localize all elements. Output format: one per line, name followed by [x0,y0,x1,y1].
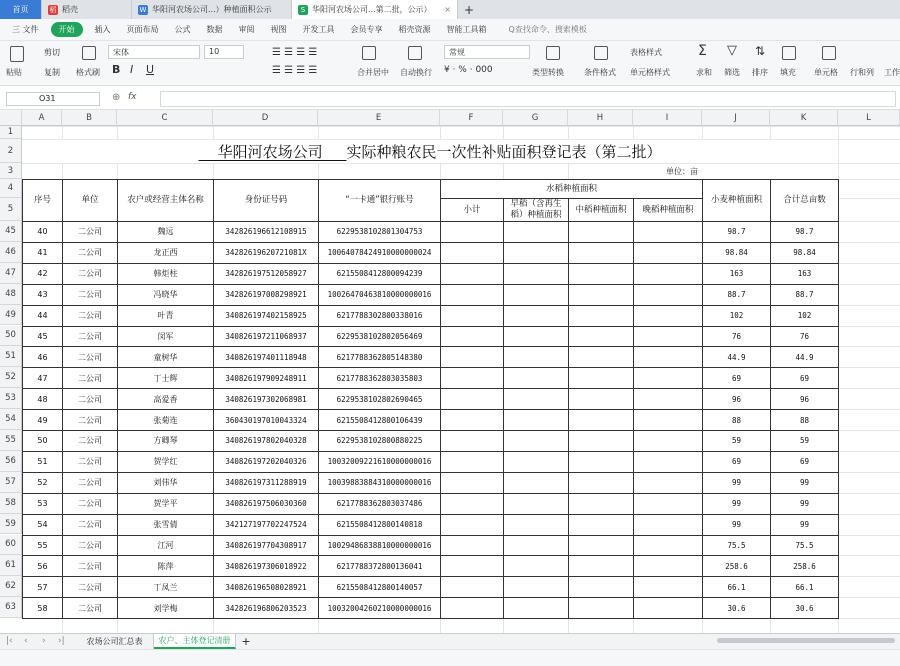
cell-seq[interactable]: 48 [37,394,48,404]
cell-seq[interactable]: 52 [37,478,48,488]
menu-4[interactable]: 数据 [206,25,223,34]
conditional-format-icon[interactable] [594,46,608,60]
border-v [503,198,504,618]
add-sheet-button[interactable]: + [241,635,251,648]
cell-name[interactable]: 高爱香 [153,394,178,404]
column-header-B[interactable]: B [62,110,117,126]
merge-icon[interactable] [362,46,376,60]
cell-bank-account[interactable]: 6217788372800136041 [336,561,423,571]
cell-bank-account[interactable]: 10026470463810000000016 [327,290,432,300]
unit-label: 单位：亩 [666,166,698,176]
cell-unit[interactable]: 二公司 [78,582,102,592]
menu-bar [0,19,900,41]
border-h [22,618,839,619]
name-box[interactable]: O31 [6,92,100,106]
sheet-nav-3[interactable]: ›| [58,636,65,646]
row-header-60[interactable]: 60 [0,535,22,556]
menu-6[interactable]: 视图 [270,25,287,34]
row-header-61[interactable]: 61 [0,555,22,576]
cell-seq[interactable]: 40 [37,227,48,237]
column-header-H[interactable]: H [568,110,633,126]
cell-unit[interactable]: 二公司 [78,603,102,613]
row-header-63[interactable]: 63 [0,597,22,618]
cell-bank-account[interactable]: 6229538102802690465 [336,394,423,404]
number-format-select[interactable]: 常规 [444,45,530,59]
spreadsheet-grid[interactable] [0,110,900,633]
cell-wheat-area[interactable]: 30.6 [727,603,746,613]
status-bar [0,649,900,666]
underline-button[interactable]: U [146,63,155,76]
row-header-48[interactable]: 48 [0,284,22,305]
cell-seq[interactable]: 55 [37,540,48,550]
tab-label: 华阳河农场公司...第二批，公示） [312,5,432,14]
row-header-45[interactable]: 45 [0,221,22,242]
cell-unit[interactable]: 二公司 [78,415,102,425]
cell-wheat-area[interactable]: 258.6 [725,561,748,571]
cell-name[interactable]: 叶青 [157,311,174,321]
column-header-F[interactable]: F [440,110,503,126]
menu-2[interactable]: 页面布局 [126,25,159,34]
row-header-59[interactable]: 59 [0,514,22,535]
filter-icon[interactable]: ▽ [727,43,737,58]
row-col-button[interactable]: 行和列 [850,68,874,77]
cell-bank-account[interactable]: 6217788362803035803 [336,373,423,383]
cell-wheat-area[interactable]: 76 [731,331,742,341]
cell-unit[interactable]: 二公司 [78,457,102,467]
new-tab-button[interactable]: + [464,2,475,17]
doc-icon: W [139,5,147,14]
cell-unit[interactable]: 二公司 [78,290,102,300]
cell-id-number[interactable]: 340826197802040328 [225,436,307,446]
menu-0[interactable]: 开始 [51,22,83,37]
menu-8[interactable]: 会员专享 [350,25,383,34]
docer-icon: 稻 [49,5,57,14]
cell-unit[interactable]: 二公司 [78,311,102,321]
cell-name[interactable]: 刘伟华 [153,478,178,488]
cell-bank-account[interactable]: 6215508412800094239 [336,269,423,279]
paste-button[interactable]: 粘贴 [6,68,22,77]
header-id-number: 身份证号码 [244,195,288,205]
cell-name[interactable]: 冯晓华 [153,290,178,300]
cell-total-area[interactable]: 99 [799,499,810,509]
cell-wheat-area[interactable]: 66.1 [727,582,746,592]
cell-name[interactable]: 方卿琴 [153,436,178,446]
align-buttons-2[interactable]: ☰ ☰ ☰ ☰ [272,65,318,76]
sum-icon[interactable]: Σ [698,43,707,59]
cell-unit[interactable]: 二公司 [78,352,102,362]
tab-bar [0,0,900,19]
formula-input[interactable] [160,91,896,107]
font-size-select[interactable]: 10 [204,45,244,59]
cell-name[interactable]: 韩炬柱 [153,269,178,279]
cells-button[interactable]: 单元格 [814,68,838,77]
cell-total-area[interactable]: 66.1 [795,582,814,592]
cell-seq[interactable]: 56 [37,561,48,571]
cut-button[interactable]: 剪切 [44,48,60,57]
sum-button[interactable]: 求和 [696,68,712,77]
cell-wheat-area[interactable]: 163 [729,269,744,279]
cell-id-number[interactable]: 342826197512058927 [225,269,307,279]
row-header-57[interactable]: 57 [0,472,22,493]
cell-bank-account[interactable]: 6217788302800338016 [336,311,423,321]
row-header-53[interactable]: 53 [0,388,22,409]
number-symbols[interactable]: ¥ · % · 000 [444,65,493,75]
cell-id-number[interactable]: 340826197506030360 [225,499,307,509]
browser-tab-docer[interactable] [42,0,132,19]
type-convert-icon[interactable] [546,46,560,60]
cell-wheat-area[interactable]: 96 [731,394,742,404]
column-header-L[interactable]: L [838,110,900,126]
wrap-text-button[interactable]: 自动换行 [400,68,432,77]
sheet-nav-0[interactable]: |‹ [6,636,13,646]
cell-style-button[interactable]: 单元格样式 [630,68,670,77]
cell-unit[interactable]: 二公司 [78,248,102,258]
title-text: 实际种粮农民一次性补贴面积登记表（第二批） [346,142,662,161]
cell-wheat-area[interactable]: 44.9 [727,352,746,362]
cell-wheat-area[interactable]: 59 [731,436,742,446]
merge-center-button[interactable]: 合并居中 [357,68,389,77]
formula-bar [0,88,900,110]
cell-total-area[interactable]: 99 [799,520,810,530]
cell-total-area[interactable]: 59 [799,436,810,446]
worksheet-button[interactable]: 工作 [884,68,900,77]
cell-name[interactable]: 龙正西 [153,248,178,258]
cell-total-area[interactable]: 98.84 [793,248,816,258]
fill-button[interactable]: 填充 [780,68,796,77]
cell-bank-account[interactable]: 10039883884310000000016 [327,478,432,488]
header-wheat-area: 小麦种植面积 [710,195,762,205]
cell-wheat-area[interactable]: 69 [731,373,742,383]
fx-icon[interactable]: fx [128,92,137,102]
cell-id-number[interactable]: 340826197306018922 [225,561,307,571]
cell-unit[interactable]: 二公司 [78,394,102,404]
column-header-C[interactable]: C [117,110,213,126]
cell-bank-account[interactable]: 6217788362805148380 [336,352,423,362]
cell-wheat-area[interactable]: 99 [731,520,742,530]
menu-items [47,22,495,37]
browser-tab-home[interactable] [0,0,42,19]
header-seq: 序号 [33,195,51,205]
cell-name[interactable]: 童树华 [153,352,178,362]
cell-bank-account[interactable]: 10029486838810000000016 [327,540,432,550]
cell-seq[interactable]: 58 [37,603,48,613]
cell-id-number[interactable]: 342826197008298921 [225,290,307,300]
sort-icon[interactable]: ⇅ [755,44,766,58]
table-style-button[interactable]: 表格样式 [630,48,662,57]
cell-seq[interactable]: 45 [37,331,48,341]
cell-bank-account[interactable]: 6229538102801304753 [336,227,423,237]
column-header-A[interactable]: A [22,110,62,126]
cell-unit[interactable]: 二公司 [78,561,102,571]
row-header-51[interactable]: 51 [0,346,22,367]
cell-total-area[interactable]: 76 [799,331,810,341]
cell-id-number[interactable]: 34282619620721081X [225,248,307,258]
corner-select-all[interactable] [0,110,22,126]
browser-tab-sheet[interactable] [292,0,458,19]
gridline-h [22,126,900,127]
row-header-54[interactable]: 54 [0,409,22,430]
cell-wheat-area[interactable]: 99 [731,478,742,488]
cell-total-area[interactable]: 69 [799,373,810,383]
cell-seq[interactable]: 49 [37,415,48,425]
cell-unit[interactable]: 二公司 [78,540,102,550]
border-v [838,179,839,618]
cell-bank-account[interactable]: 6229538102800880225 [336,436,423,446]
cell-seq[interactable]: 43 [37,290,48,300]
cell-total-area[interactable]: 258.6 [793,561,816,571]
column-header-I[interactable]: I [633,110,702,126]
align-buttons[interactable]: ☰ ☰ ☰ ☰ [272,47,318,58]
sheet-title [22,139,838,163]
cell-seq[interactable]: 44 [37,311,48,321]
column-header-J[interactable]: J [702,110,770,126]
header-middle-rice: 中稻种植面积 [575,204,627,215]
cell-bank-account[interactable]: 6215508412800140057 [336,582,423,592]
cell-wheat-area[interactable]: 102 [729,311,744,321]
close-icon[interactable]: × [444,5,451,14]
cell-id-number[interactable]: 340826197202040326 [225,457,307,467]
cell-wheat-area[interactable]: 88.7 [727,290,746,300]
cell-id-number[interactable]: 360430197010043324 [225,415,307,425]
cell-bank-account[interactable]: 10064078424910000000024 [327,248,432,258]
cell-seq[interactable]: 41 [37,248,48,258]
cell-bank-account[interactable]: 6215508412800140818 [336,520,423,530]
company-name: 华阳河农场公司 [198,142,347,161]
row-header-58[interactable]: 58 [0,493,22,514]
italic-button[interactable]: I [130,63,134,76]
header-unit: 单位 [81,195,99,205]
cell-unit[interactable]: 二公司 [78,331,102,341]
file-menu[interactable]: 三 文件 [12,25,39,34]
filter-button[interactable]: 筛选 [724,68,740,77]
cell-name[interactable]: 丁凤兰 [153,582,178,592]
cell-total-area[interactable]: 88 [799,415,810,425]
cell-name[interactable]: 江河 [157,540,174,550]
cell-id-number[interactable]: 340826197909248911 [225,373,307,383]
cell-total-area[interactable]: 44.9 [795,352,814,362]
copy-button[interactable]: 复制 [44,68,60,77]
cell-total-area[interactable]: 96 [799,394,810,404]
cell-unit[interactable]: 二公司 [78,499,102,509]
cell-total-area[interactable]: 102 [797,311,812,321]
cell-id-number[interactable]: 340826197211068937 [225,331,307,341]
cell-bank-account[interactable]: 10032004260210000000016 [327,603,432,613]
bold-button[interactable]: B [112,63,121,76]
row-header-2[interactable]: 2 [0,139,22,163]
cell-name[interactable]: 陈萍 [157,561,174,571]
cell-seq[interactable]: 47 [37,373,48,383]
cell-wheat-area[interactable]: 69 [731,457,742,467]
header-bank-account: “一卡通”银行账号 [345,195,414,205]
column-header-G[interactable]: G [503,110,568,126]
header-rice-area: 水稻种植面积 [545,183,597,194]
menu-5[interactable]: 审阅 [238,25,255,34]
cell-seq[interactable]: 51 [37,457,48,467]
header-name: 农户或经营主体名称 [127,195,204,205]
sheet-tab-summary[interactable]: 农场公司汇总表 [76,634,154,649]
cell-unit[interactable]: 二公司 [78,478,102,488]
cell-id-number[interactable]: 340826197402158925 [225,311,307,321]
cell-seq[interactable]: 42 [37,269,48,279]
cell-id-number[interactable]: 340826196508028921 [225,582,307,592]
cell-name[interactable]: 张菊连 [153,415,178,425]
menu-1[interactable]: 插入 [94,25,111,34]
border-v [568,198,569,618]
cell-seq[interactable]: 46 [37,352,48,362]
cell-name[interactable]: 魏远 [157,227,174,237]
cell-seq[interactable]: 53 [37,499,48,509]
cell-wheat-area[interactable]: 88 [731,415,742,425]
sort-button[interactable]: 排序 [752,68,768,77]
cell-id-number[interactable]: 340826197704308917 [225,540,307,550]
format-painter-icon[interactable] [82,46,96,60]
paste-icon[interactable] [10,46,24,62]
cell-bank-account[interactable]: 6217788362803037486 [336,499,423,509]
row-header-47[interactable]: 47 [0,263,22,284]
menu-10[interactable]: 智能工具箱 [446,25,487,34]
row-header-5[interactable]: 5 [0,198,22,221]
cell-seq[interactable]: 50 [37,436,48,446]
row-header-4[interactable]: 4 [0,179,22,198]
cell-id-number[interactable]: 340826197401118948 [225,352,307,362]
command-search[interactable]: Q查找命令、搜索模板 [508,25,587,34]
format-painter-button[interactable]: 格式刷 [76,68,100,77]
cell-wheat-area[interactable]: 75.5 [727,540,746,550]
cell-unit[interactable]: 二公司 [78,436,102,446]
column-header-K[interactable]: K [770,110,838,126]
cell-total-area[interactable]: 30.6 [795,603,814,613]
cell-name[interactable]: 贺学红 [153,457,178,467]
header-early-rice: 早稻（含再生稻）种植面积 [510,199,562,220]
sheet-icon: S [298,5,308,15]
cell-wheat-area[interactable]: 99 [731,499,742,509]
sheet-tab-register[interactable]: 农户、主体登记清册 [154,634,236,649]
cell-name[interactable]: 张雪倩 [153,520,178,530]
menu-3[interactable]: 公式 [174,25,191,34]
cell-total-area[interactable]: 88.7 [795,290,814,300]
cell-total-area[interactable]: 163 [797,269,812,279]
cell-bank-account[interactable]: 6229538102802056469 [336,331,423,341]
cell-seq[interactable]: 57 [37,582,48,592]
cell-name[interactable]: 贺学平 [153,499,178,509]
cell-total-area[interactable]: 99 [799,478,810,488]
font-select[interactable]: 宋体 [108,45,200,59]
sheet-nav-1[interactable]: ‹ [24,636,28,646]
cell-id-number[interactable]: 342127197702247524 [225,520,307,530]
cell-unit[interactable]: 二公司 [78,227,102,237]
cell-id-number[interactable]: 342826196612108915 [225,227,307,237]
zoom-icon[interactable]: ⊕ [112,92,121,103]
row-header-56[interactable]: 56 [0,451,22,472]
row-header-49[interactable]: 49 [0,305,22,326]
cell-wheat-area[interactable]: 98.84 [725,248,748,258]
cell-id-number[interactable]: 342826196806203523 [225,603,307,613]
cell-total-area[interactable]: 75.5 [795,540,814,550]
tab-label: 首页 [12,5,29,14]
row-header-52[interactable]: 52 [0,367,22,388]
cell-name[interactable]: 闵军 [157,331,174,341]
column-header-D[interactable]: D [213,110,318,126]
cell-unit[interactable]: 二公司 [78,520,102,530]
border-v [633,198,634,618]
type-convert-button[interactable]: 类型转换 [532,68,564,77]
conditional-format-button[interactable]: 条件格式 [584,68,616,77]
cell-name[interactable]: 刘学梅 [153,603,178,613]
cell-seq[interactable]: 54 [37,520,48,530]
cell-unit[interactable]: 二公司 [78,373,102,383]
row-header-3[interactable]: 3 [0,163,22,179]
column-header-E[interactable]: E [318,110,440,126]
menu-7[interactable]: 开发工具 [302,25,335,34]
cell-id-number[interactable]: 340826197311288919 [225,478,307,488]
border-v [440,179,441,618]
row-header-50[interactable]: 50 [0,326,22,347]
cell-total-area[interactable]: 69 [799,457,810,467]
tab-label: 稻壳 [62,5,78,14]
cell-unit[interactable]: 二公司 [78,269,102,279]
row-header-46[interactable]: 46 [0,242,22,263]
ribbon-toolbar [0,41,900,86]
sheet-nav-2[interactable]: › [42,636,46,646]
row-header-55[interactable]: 55 [0,430,22,451]
cell-name[interactable]: 丁士辉 [153,373,178,383]
cell-bank-account[interactable]: 6215508412800106439 [336,415,423,425]
header-late-rice: 晚稻种植面积 [642,204,694,215]
row-header-62[interactable]: 62 [0,576,22,597]
cell-wheat-area[interactable]: 98.7 [727,227,746,237]
menu-9[interactable]: 稻壳资源 [398,25,431,34]
horizontal-scrollbar[interactable] [717,638,895,643]
cell-id-number[interactable]: 340826197302068981 [225,394,307,404]
cell-total-area[interactable]: 98.7 [795,227,814,237]
row-header-1[interactable]: 1 [0,126,22,139]
fill-icon[interactable] [782,46,796,60]
browser-tab-doc[interactable] [132,0,292,19]
cells-icon[interactable] [822,46,836,60]
cell-bank-account[interactable]: 10032009221610000000016 [327,457,432,467]
header-total-area: 合计总亩数 [783,195,826,205]
wrap-icon[interactable] [408,46,422,60]
header-subtotal: 小计 [463,204,481,215]
tab-label: 华阳河农场公司...）种植面积公示 [152,5,272,14]
